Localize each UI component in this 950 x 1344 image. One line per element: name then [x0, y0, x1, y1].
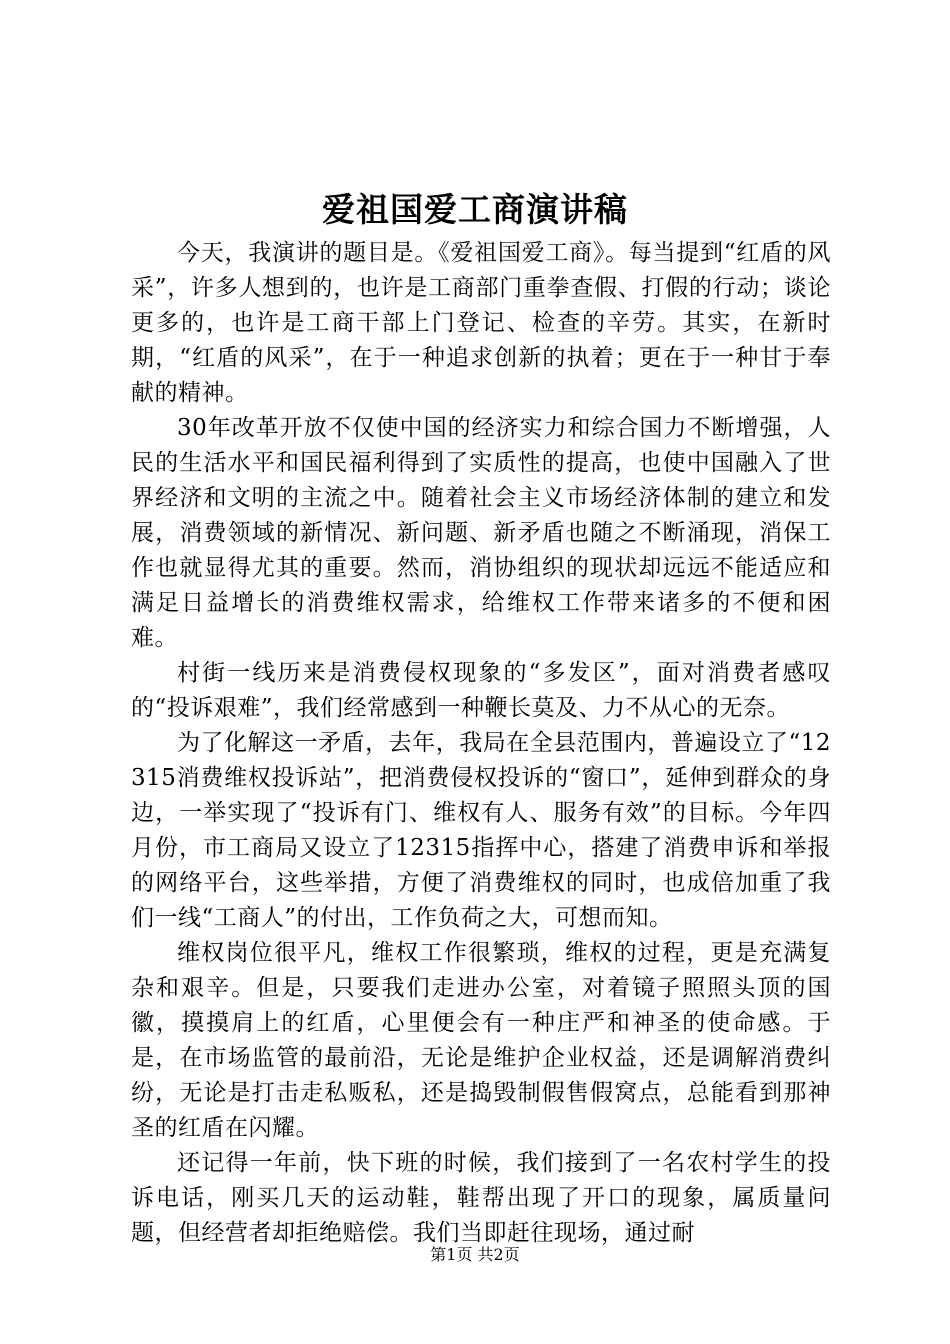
- page-number-footer: 第1页 共2页: [430, 1245, 520, 1264]
- paragraph: 维权岗位很平凡，维权工作很繁琐，维权的过程，更是充满复杂和艰辛。但是，只要我们走进办公室，对着镜子照照头顶的国徽，摸摸肩上的红盾，心里便会有一种庄严和神圣的使命感。于是，在市场监管的最前沿，无论是维护企业权益，还是调解消费纠纷，无论是打击走私贩私，还是捣毁制假售假窝点，总能看到那神圣的红盾在闪耀。: [131, 940, 831, 1141]
- paragraph: 30年改革开放不仅使中国的经济实力和综合国力不断增强，人民的生活水平和国民福利得到了实质性的提高，也使中国融入了世界经济和文明的主流之中。随着社会主义市场经济体制的建立和发展，消费领域的新情况、新问题、新矛盾也随之不断涌现，消保工作也就显得尤其的重要。然而，消协组织的现状却远远不能适应和满足日益增长的消费维权需求，给维权工作带来诸多的不便和困难。: [131, 415, 831, 651]
- document-title: 爱祖国爱工商演讲稿: [322, 190, 628, 229]
- paragraph: 今天，我演讲的题目是。《爱祖国爱工商》。每当提到“红盾的风采”，许多人想到的，也许是工商部门重拳查假、打假的行动；谈论更多的，也许是工商干部上门登记、检查的辛劳。其实，在新时期，“红盾的风采”，在于一种追求创新的执着；更在于一种甘于奉献的精神。: [131, 240, 831, 406]
- paragraph: 为了化解这一矛盾，去年，我局在全县范围内，普遍设立了“12315消费维权投诉站”，把消费侵权投诉的“窗口”，延伸到群众的身边，一举实现了“投诉有门、维权有人、服务有效”的目标。今年四月份，市工商局又设立了12315指挥中心，搭建了消费申诉和举报的网络平台，这些举措，方便了消费维权的同时，也成倍加重了我们一线“工商人”的付出，工作负荷之大，可想而知。: [131, 730, 831, 931]
- document-body: [131, 236, 831, 1251]
- paragraph: 还记得一年前，快下班的时候，我们接到了一名农村学生的投诉电话，刚买几天的运动鞋，鞋帮出现了开口的现象，属质量问题，但经营者却拒绝赔偿。我们当即赶往现场，通过耐: [131, 1150, 831, 1246]
- paragraph: 村街一线历来是消费侵权现象的“多发区”，面对消费者感叹的“投诉艰难”，我们经常感到一种鞭长莫及、力不从心的无奈。: [131, 660, 831, 721]
